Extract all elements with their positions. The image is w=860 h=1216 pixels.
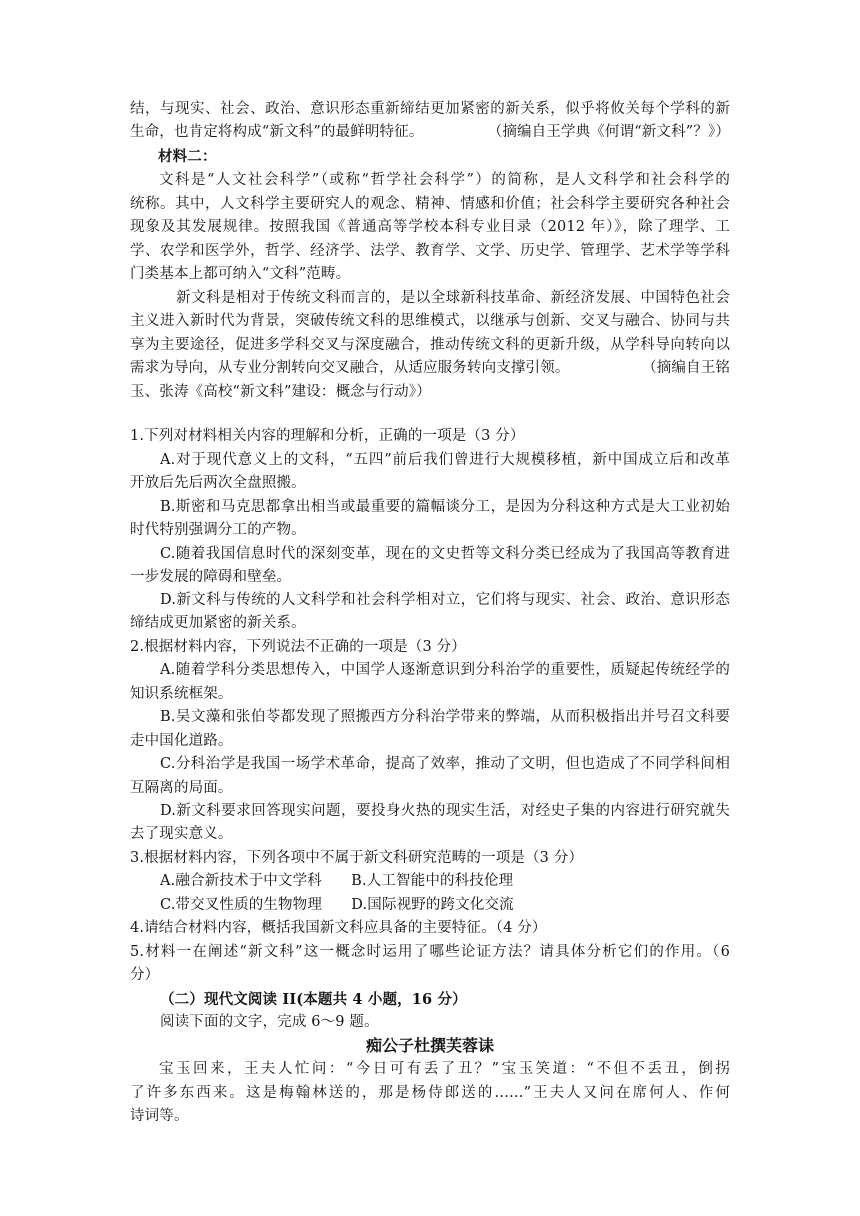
material-two-citation-part2: 玉、张涛《高校“新文科”建设：概念与行动》）	[130, 384, 431, 400]
material-two-para2-line-2: 主义进入新时代为背景，突破传统文科的思维模式，以继承与创新、交叉与融合、协同与共	[130, 313, 730, 329]
section-two-heading: （二）现代文阅读 II(本题共 4 小题，16 分）	[160, 991, 467, 1008]
material-two-para2-line-4	[130, 357, 730, 380]
material-two-para2-line-3: 享为主要途径，促进多学科交叉与深度融合，推动传统文科的更新升级，从学科导向转向以	[130, 337, 730, 353]
q1-option-a-line-2: 开放后先后两次全盘照搬。	[130, 475, 306, 491]
q5-stem-line-2: 分）	[130, 967, 160, 983]
q4-stem: 4.请结合材料内容，概括我国新文科应具备的主要特征。（4 分）	[130, 920, 547, 936]
q2-option-c-line-2: 互隔离的局面。	[130, 780, 233, 796]
material-two-para1-line-3: 现象及其发展规律。按照我国《普通高等学校本科专业目录（2012 年）》，除了理学、工	[130, 219, 730, 235]
q3-options-row-1: A.融合新技术于中文学科 B.人工智能中的科技伦理	[160, 873, 514, 889]
material-two-para1-line-2: 统称。其中，人文科学主要研究人的观念、精神、情感和价值；社会科学主要研究各种社会	[130, 196, 730, 212]
q1-stem: 1.下列对材料相关内容的理解和分析，正确的一项是（3 分）	[130, 428, 525, 444]
q1-option-c-line-2: 一步发展的障碍和壁垒。	[130, 569, 292, 585]
q1-option-a-line-1: A.对于现代意义上的文科，“五四”前后我们曾进行大规模移植，新中国成立后和改革	[160, 452, 730, 468]
q2-option-a-line-1: A.随着学科分类思想传入，中国学人逐渐意识到分科治学的重要性，质疑起传统经学的	[160, 662, 730, 678]
q3-options-row-2: C.带交叉性质的生物物理 D.国际视野的跨文化交流	[160, 897, 514, 913]
material-two-heading: 材料二：	[158, 148, 217, 165]
material-two-para1-line-4: 学、农学和医学外，哲学、经济学、法学、教育学、文学、历史学、管理学、艺术学等学科	[130, 243, 730, 259]
q2-option-d-line-2: 去了现实意义。	[130, 826, 233, 842]
story-title: 痴公子杜撰芙蓉诔	[365, 1036, 494, 1055]
q1-option-d-line-2: 缔结成更加紧密的新关系。	[130, 615, 306, 631]
story-line-2: 了许多东西来。这是梅翰林送的，那是杨侍郎送的……”王夫人又问在席何人、作何	[130, 1085, 730, 1101]
material-two-para2-line-4-text: 需求为导向，从专业分割转向交叉融合，从适应服务转向支撑引领。	[130, 360, 570, 376]
q2-option-d-line-1: D.新文科要求回答现实问题，要投身火热的现实生活，对经史子集的内容进行研究就失	[160, 803, 730, 819]
q1-option-b-line-2: 时代特别强调分工的产物。	[130, 522, 306, 538]
q2-option-a-line-2: 知识系统框架。	[130, 686, 233, 702]
q2-option-b-line-2: 走中国化道路。	[130, 733, 233, 749]
material-two-citation-part1: （摘编自王铭	[642, 360, 730, 376]
material-one-line-2-text: 生命，也肯定将构成“新文科”的最鲜明特征。	[130, 124, 424, 140]
q5-stem-line-1: 5.材料一在阐述“新文科”这一概念时运用了哪些论证方法？请具体分析它们的作用。（6	[130, 944, 730, 960]
q1-option-c-line-1: C.随着我国信息时代的深刻变革，现在的文史哲等文科分类已经成为了我国高等教育进	[160, 546, 730, 562]
material-one-line-1: 结，与现实、社会、政治、意识形态重新缔结更加紧密的新关系，似乎将攸关每个学科的新	[130, 101, 730, 117]
q2-stem: 2.根据材料内容，下列说法不正确的一项是（3 分）	[130, 639, 466, 655]
q3-stem: 3.根据材料内容，下列各项中不属于新文科研究范畴的一项是（3 分）	[130, 850, 584, 866]
q2-option-c-line-1: C.分科治学是我国一场学术革命，提高了效率，推动了文明，但也造成了不同学科间相	[160, 756, 730, 772]
material-one-citation: （摘编自王学典《何谓“新文科”？》）	[487, 124, 730, 140]
q2-option-b-line-1: B.吴文藻和张伯苓都发现了照搬西方分科治学带来的弊端，从而积极指出并号召文科要	[160, 709, 730, 725]
material-two-para2-line-1: 新文科是相对于传统文科而言的，是以全球新科技革命、新经济发展、中国特色社会	[176, 290, 730, 306]
q1-option-d-line-1: D.新文科与传统的人文科学和社会科学相对立，它们将与现实、社会、政治、意识形态	[160, 592, 730, 608]
section-two-instruction: 阅读下面的文字，完成 6～9 题。	[160, 1014, 379, 1030]
story-line-3: 诗词等。	[130, 1108, 189, 1124]
story-line-1: 宝玉回来，王夫人忙问：“今日可有丢了丑？”宝玉笑道：“不但不丢丑，倒拐	[159, 1061, 730, 1077]
material-two-para1-line-1: 文科是“人文社会科学”（或称“哲学社会科学”）的简称，是人文科学和社会科学的	[159, 172, 730, 188]
material-two-para1-line-5: 门类基本上都可纳入“文科”范畴。	[130, 266, 351, 282]
material-one-line-2	[130, 121, 730, 144]
q1-option-b-line-1: B.斯密和马克思都拿出相当或最重要的篇幅谈分工，是因为分科这种方式是大工业初始	[160, 499, 730, 515]
